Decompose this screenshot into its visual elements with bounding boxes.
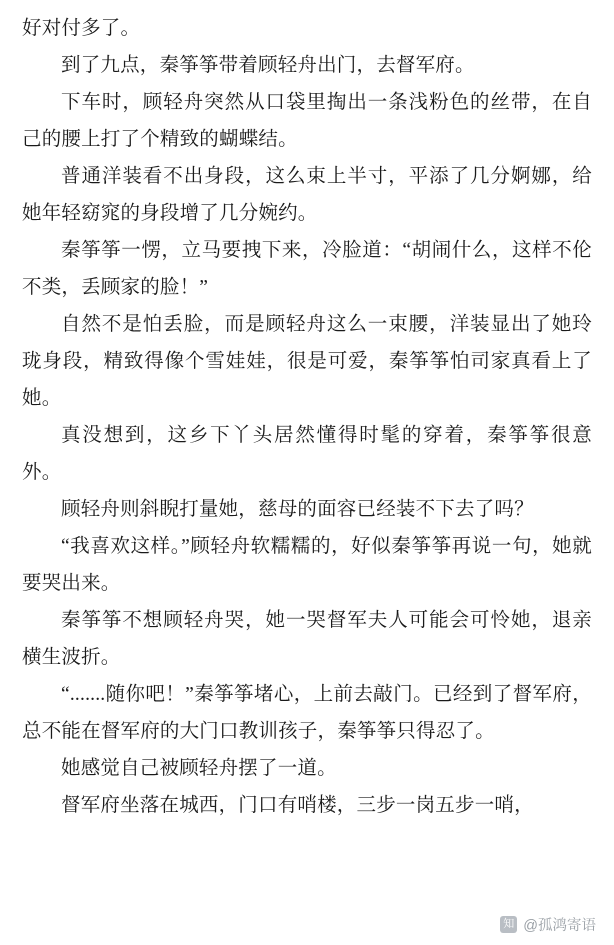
paragraph: “我喜欢这样。”顾轻舟软糯糯的，好似秦筝筝再说一句，她就要哭出来。	[22, 536, 592, 594]
paragraph: 秦筝筝一愣，立马要拽下来，冷脸道：“胡闹什么，这样不伦不类，丢顾家的脸！”	[22, 240, 592, 298]
paragraph: 到了九点，秦筝筝带着顾轻舟出门，去督军府。	[61, 55, 475, 76]
paragraph: 真没想到，这乡下丫头居然懂得时髦的穿着，秦筝筝很意外。	[22, 425, 592, 483]
zhihu-logo-icon: 知	[500, 916, 517, 933]
paragraph: 自然不是怕丢脸，而是顾轻舟这么一束腰，洋装显出了她玲珑身段，精致得像个雪娃娃，很是可爱，秦筝筝怕司家真看上了她。	[22, 314, 592, 409]
paragraph: 好对付多了。	[22, 18, 141, 39]
paragraph: 普通洋装看不出身段，这么束上半寸，平添了几分婀娜，给她年轻窈窕的身段增了几分婉约。	[22, 166, 592, 224]
paragraph: 督军府坐落在城西，门口有哨楼，三步一岗五步一哨，	[61, 795, 534, 816]
watermark-label: @孤鸿寄语	[523, 918, 596, 934]
paragraph: “.......随你吧！”秦筝筝堵心，上前去敲门。已经到了督军府，总不能在督军府的大门口教训孩子，秦筝筝只得忍了。	[22, 684, 592, 742]
paragraph: 顾轻舟则斜睨打量她，慈母的面容已经装不下去了吗？	[61, 499, 534, 520]
paragraph: 秦筝筝不想顾轻舟哭，她一哭督军夫人可能会可怜她，退亲横生波折。	[22, 610, 592, 668]
watermark	[500, 914, 596, 935]
paragraph: 她感觉自己被顾轻舟摆了一道。	[61, 758, 337, 779]
paragraph: 下车时，顾轻舟突然从口袋里掏出一条浅粉色的丝带，在自己的腰上打了个精致的蝴蝶结。	[22, 92, 592, 150]
